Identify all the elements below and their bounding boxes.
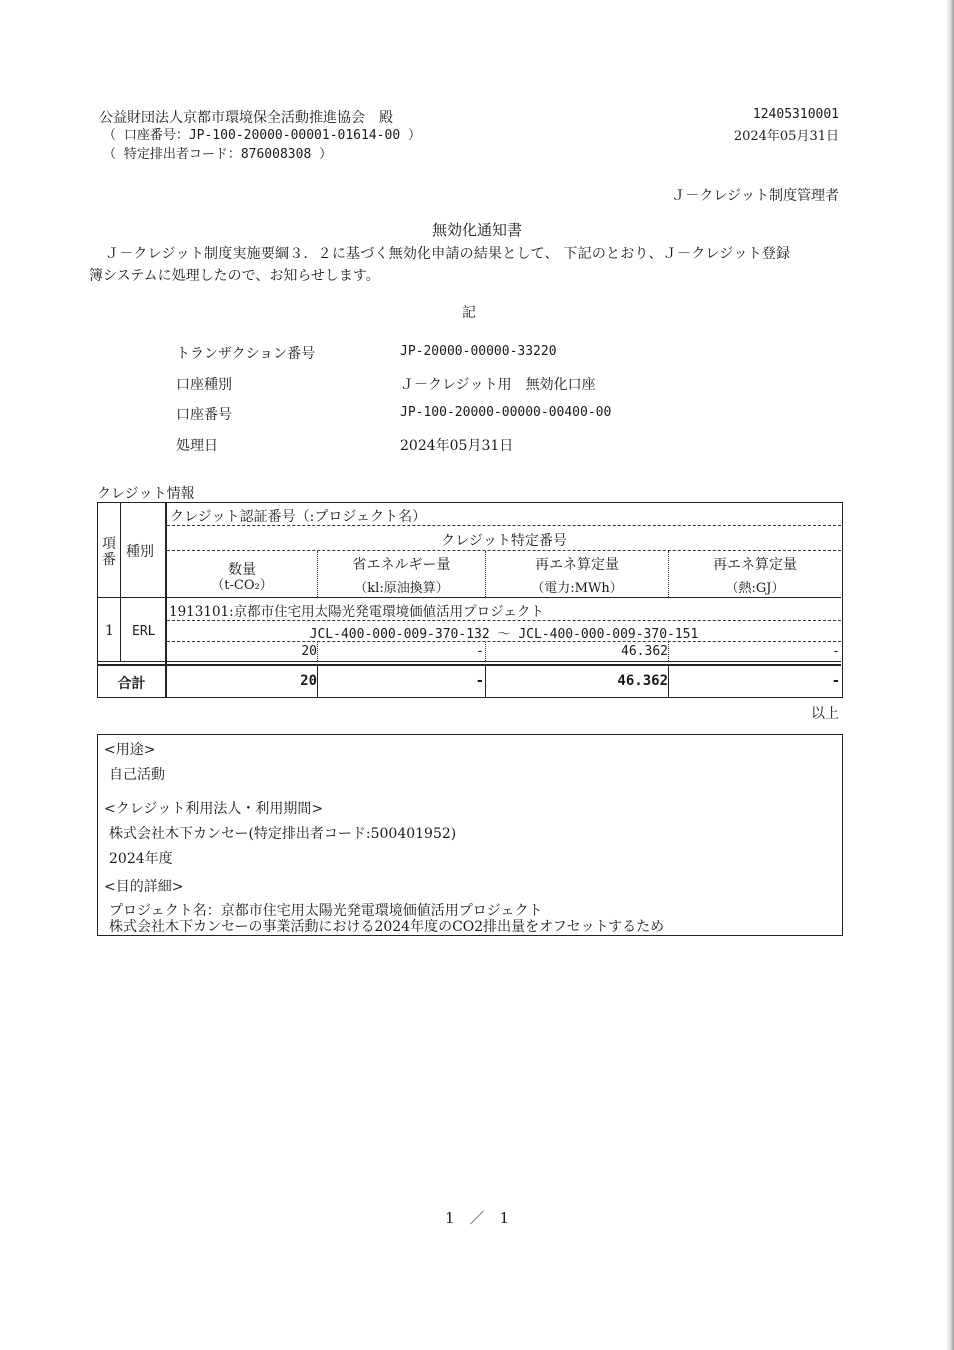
purpose-label: <用途>	[104, 742, 156, 758]
header-re-heat-unit: （熱:GJ）	[725, 581, 785, 596]
header-item-no-2: 番	[102, 552, 116, 568]
total-label: 合計	[117, 676, 146, 692]
detail-value-account-number: JP-100-20000-00000-00400-00	[400, 405, 612, 420]
credit-table	[97, 502, 843, 698]
header-type: 種別	[126, 544, 154, 560]
row-type: ERL	[132, 624, 156, 639]
total-re-elec: 46.362	[617, 673, 668, 689]
detail-value-account-type: Ｊ－クレジット用 無効化口座	[400, 377, 596, 393]
scan-edge	[946, 0, 954, 1350]
purpose-value: 自己活動	[109, 767, 165, 783]
detail-label-transaction: トランザクション番号	[176, 346, 316, 362]
intro-line-1: Ｊ－クレジット制度実施要綱３．２に基づく無効化申請の結果として、 下記のとおり、Ｊ－クレジット登録	[105, 246, 791, 262]
header-item-no-1: 項	[102, 536, 116, 552]
header-re-elec-unit: （電力:MWh）	[531, 581, 623, 596]
header-re-elec: 再エネ算定量	[535, 557, 619, 573]
recipient-name: 公益財団法人京都市環境保全活動推進協会 殿	[99, 110, 393, 126]
detail-label-process-date: 処理日	[176, 438, 218, 454]
header-qty: 数量	[228, 562, 256, 578]
row-qty: 20	[301, 644, 317, 659]
total-energy: -	[475, 673, 484, 689]
recipient-account: （ 口座番号：JP-100-20000-00001-01614-00 ）	[103, 128, 421, 143]
credit-section-title: クレジット情報	[97, 486, 195, 502]
row-cert: 1913101:京都市住宅用太陽光発電環境価値活用プロジェクト	[169, 604, 544, 620]
detail-value-process-date: 2024年05月31日	[400, 438, 514, 454]
detail-line-1: プロジェクト名：京都市住宅用太陽光発電環境価値活用プロジェクト	[109, 903, 543, 919]
user-label: <クレジット利用法人・利用期間>	[104, 801, 324, 817]
total-qty: 20	[300, 673, 317, 689]
detail-label-account-type: 口座種別	[176, 377, 232, 393]
detail-label: <目的詳細>	[104, 879, 184, 895]
page-number: 1 ／ 1	[444, 1209, 510, 1227]
total-re-heat: -	[831, 673, 840, 689]
row-serial: JCL-400-000-009-370-132 ～ JCL-400-000-009-370-151	[309, 627, 699, 642]
detail-line-2: 株式会社木下カンセーの事業活動における2024年度のCO2排出量をオフセットするため	[109, 919, 665, 935]
doc-number: 12405310001	[752, 107, 839, 122]
recipient-emitter-code: （ 特定排出者コード：876008308 ）	[103, 147, 333, 162]
header-re-heat: 再エネ算定量	[713, 557, 797, 573]
header-energy: 省エネルギー量	[352, 557, 451, 573]
issuer: Ｊ－クレジット制度管理者	[671, 188, 839, 204]
ki-mark: 記	[462, 305, 476, 321]
user-value: 株式会社木下カンセー(特定排出者コード:500401952)	[109, 826, 457, 842]
detail-label-account-number: 口座番号	[176, 407, 232, 423]
doc-date: 2024年05月31日	[733, 129, 839, 144]
header-serial: クレジット特定番号	[441, 533, 567, 549]
row-item-no: 1	[105, 623, 114, 639]
row-re-heat: -	[832, 644, 840, 659]
row-re-elec: 46.362	[621, 644, 668, 659]
header-cert: クレジット認証番号（:プロジェクト名）	[170, 509, 427, 525]
usage-box	[97, 734, 843, 936]
end-mark: 以上	[811, 706, 839, 722]
period-value: 2024年度	[109, 851, 173, 867]
detail-value-transaction: JP-20000-00000-33220	[400, 344, 557, 359]
header-energy-unit: （kl:原油換算）	[354, 581, 449, 596]
intro-line-2: 簿システムに処理したので、お知らせします。	[89, 268, 380, 284]
row-energy: -	[476, 644, 484, 659]
header-qty-unit: （t-CO₂）	[211, 578, 273, 593]
document-title: 無効化通知書	[431, 221, 522, 239]
